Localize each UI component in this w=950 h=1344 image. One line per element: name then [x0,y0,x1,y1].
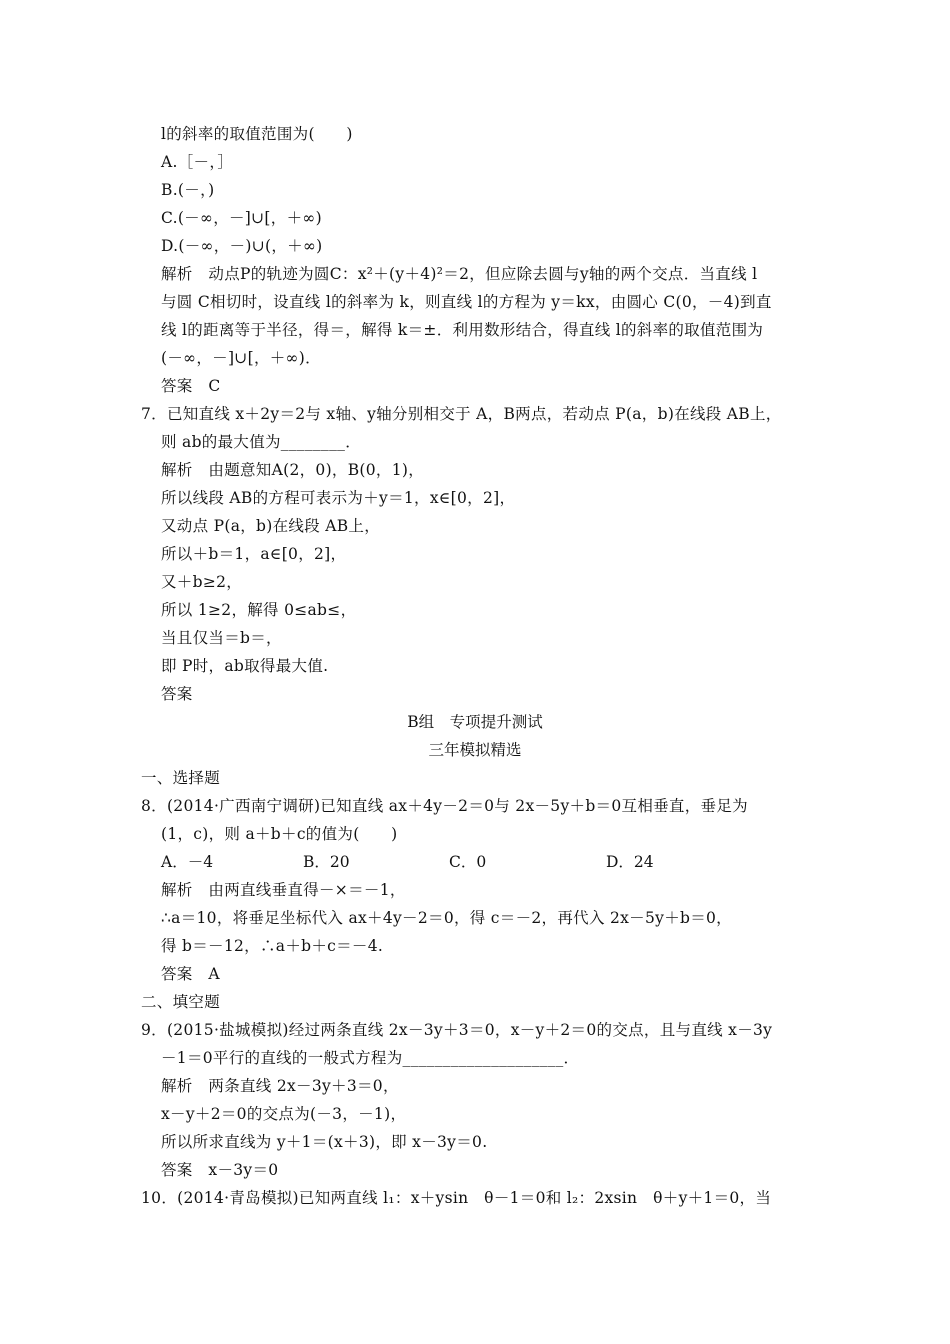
q6-option-c: C.(－∞，－]∪[，＋∞) [161,209,322,227]
q7-stem-line: 则 ab的最大值为________． [161,433,361,451]
choice-heading: 一、选择题 [141,769,221,787]
q8-option-b: B．20 [303,853,350,871]
q6-option-b: B.(－，) [161,181,215,199]
q8-option-a: A．－4 [161,853,214,871]
q7-analysis-line: 又动点 P(a，b)在线段 AB上， [161,517,381,535]
q6-analysis-line: (－∞，－]∪[，＋∞)． [161,349,321,367]
fill-heading: 二、填空题 [141,993,221,1011]
q8-analysis-line: 解析 由两直线垂直得－×＝－1， [161,881,406,899]
q9-stem-line: －1＝0平行的直线的一般式方程为____________________． [161,1049,580,1067]
q8-stem-line: 8．(2014·广西南宁调研)已知直线 ax＋4y－2＝0与 2x－5y＋b＝0互相垂直，垂足为 [141,797,748,815]
q7-analysis-line: 即 P时，ab取得最大值. [161,657,329,675]
q8-option-d: D．24 [606,853,654,871]
q6-option-a: A.［－，］ [161,153,234,171]
q7-answer: 答案 [161,685,193,703]
q8-option-c: C．0 [449,853,487,871]
q8-stem-line: (1，c)，则 a＋b＋c的值为( ) [161,825,398,843]
q7-stem-line: 7．已知直线 x＋2y＝2与 x轴、y轴分别相交于 A，B两点，若动点 P(a，b)在线段 AB上， [141,405,782,423]
q6-stem-tail: l的斜率的取值范围为( ) [161,125,353,143]
q6-analysis-line: 解析 动点P的轨迹为圆C：x²＋(y＋4)²＝2，但应除去圆与y轴的两个交点．当直线 l [161,265,758,283]
q7-analysis-line: 所以 1≥2，解得 0≤ab≤， [161,601,357,619]
q8-analysis-line: 得 b＝－12，∴a＋b＋c＝－4. [161,937,384,955]
q9-answer: 答案 x－3y＝0 [161,1161,279,1179]
q8-answer: 答案 A [161,965,220,983]
q7-analysis-line: 当且仅当＝b＝， [161,629,282,647]
q7-analysis-line: 解析 由题意知A(2，0)，B(0，1)， [161,461,425,479]
q7-analysis-line: 所以＋b＝1，a∈[0，2]， [161,545,347,563]
q8-analysis-line: ∴a＝10，将垂足坐标代入 ax＋4y－2＝0，得 c＝－2，再代入 2x－5y＋b＝0， [161,909,732,927]
q6-analysis-line: 线 l的距离等于半径，得＝，解得 k＝±．利用数形结合，得直线 l的斜率的取值范围为 [161,321,764,339]
q9-analysis-line: 所以所求直线为 y＋1＝(x＋3)，即 x－3y＝0. [161,1133,488,1151]
q6-option-d: D.(－∞，－)∪(，＋∞) [161,237,323,255]
q7-analysis-line: 所以线段 AB的方程可表示为＋y＝1，x∈[0，2]， [161,489,516,507]
q9-stem-line: 9．(2015·盐城模拟)经过两条直线 2x－3y＋3＝0，x－y＋2＝0的交点，且与直线 x－3y [141,1021,773,1039]
q9-analysis-line: x－y＋2＝0的交点为(－3，－1)， [161,1105,407,1123]
q6-analysis-line: 与圆 C相切时，设直线 l的斜率为 k，则直线 l的方程为 y＝kx，由圆心 C(0，－4)到直 [161,293,772,311]
q7-analysis-line: 又＋b≥2， [161,573,243,591]
section-subtitle: 三年模拟精选 [428,741,522,759]
q6-answer: 答案 C [161,377,221,395]
q9-analysis-line: 解析 两条直线 2x－3y＋3＝0， [161,1077,399,1095]
section-group-title: B组 专项提升测试 [407,713,543,731]
q10-stem-line: 10．(2014·青岛模拟)已知两直线 l₁：x＋ysin θ－1＝0和 l₂：2xsin θ＋y＋1＝0，当 [141,1189,772,1207]
